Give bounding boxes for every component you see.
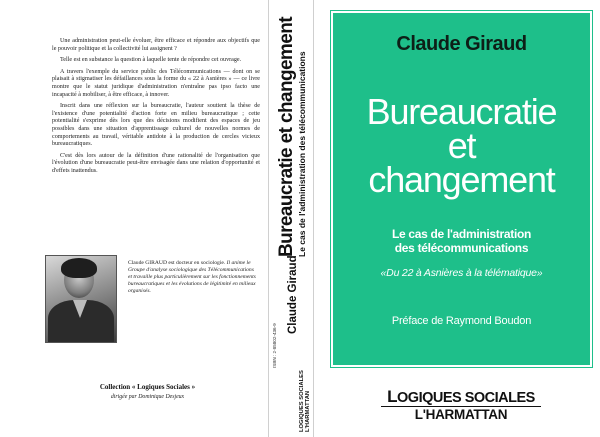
front-subtitle xyxy=(333,227,590,255)
publisher-series xyxy=(381,389,541,407)
spine-publisher xyxy=(299,370,312,432)
author-bio xyxy=(128,260,256,295)
front-title-line2: et xyxy=(447,125,476,166)
front-cover-panel xyxy=(331,11,592,367)
back-cover-blurb xyxy=(52,38,260,180)
front-author: Claude Giraud xyxy=(396,33,527,55)
back-cover xyxy=(0,0,268,437)
front-subtitle-line1: Le cas de l'administration xyxy=(391,227,532,241)
author-bio-rest: Il anime le Groupe d'analyse sociologique des Télécommunications et travaille plus particulièrement sur les fonctionnements bureaucratiques et les évolutions de légitimité en milieux organisés. xyxy=(128,260,256,294)
spine-title: Bureaucratie et changement xyxy=(276,17,297,257)
blurb-paragraph: Telle est en substance la question à laquelle tente de répondre cet ouvrage. xyxy=(60,57,242,64)
front-preface: Préface de Raymond Boudon xyxy=(391,315,532,327)
publisher-name: L'HARMATTAN xyxy=(414,407,508,422)
publisher-logo xyxy=(381,389,541,422)
front-title-line1: Bureaucratie xyxy=(366,91,557,132)
spine-author: Claude Giraud xyxy=(287,255,299,334)
publisher-series-rest: OGIQUES SOCIALES xyxy=(397,390,535,406)
front-quote: «Du 22 à Asnières à la télématique» xyxy=(380,267,543,279)
blurb-paragraph: Une administration peut-elle évoluer, être efficace et répondre aux objectifs que le pouvoir politique et la collectivité lui assignent ? xyxy=(52,38,260,52)
blurb-paragraph: Inscrit dans une réflexion sur la bureaucratie, l'auteur soutient la thèse de l'existence d'une potentialité d'action forte en milieu bureaucratique ; cette potentialité s'exprime dès lors que des décisions modifient des espaces de jeu possibles dans une situation d'apprentissage culturel de nouvelles normes de comportements au travail, véritable antidote à la production de cercles vicieux bureaucratiques. xyxy=(52,103,260,148)
back-spine-divider xyxy=(268,0,269,437)
blurb-paragraph: C'est dès lors autour de la définition d'une rationalité de l'organisation que l'évolution d'une bureaucratie peut-être envisagée dans une relation d'opportunité et d'effets inattendus. xyxy=(52,152,260,174)
blurb-paragraph: A travers l'exemple du service public des Télécommunications — dont on se plaisait à stigmatiser les défaillances sous la forme du « 22 à Asnières » — ce livre montre que le statut juridique d'administration n'entraîne pas ipso facto une incapacité à mobiliser, à être efficace, à innover. xyxy=(52,68,260,98)
isbn: ISBN : 2-85802-436-9 xyxy=(272,323,277,368)
spine-publisher-line1: LOGIQUES SOCIALES xyxy=(299,370,305,432)
collection-director: dirigée par Dominique Desjeux xyxy=(110,394,185,400)
spine-subtitle: Le cas de l'administration des télécommunications xyxy=(297,51,307,257)
author-photo xyxy=(45,255,117,343)
collection-name: Collection « Logiques Sociales » xyxy=(99,383,196,391)
spine-front-divider xyxy=(313,0,314,437)
spine-publisher-line2: L'HARMATTAN xyxy=(305,390,312,432)
front-title-line3: changement xyxy=(368,159,555,200)
author-bio-lead: Claude GIRAUD est docteur en sociologie. xyxy=(128,260,226,266)
front-title xyxy=(333,91,590,200)
front-subtitle-line2: des télécommunications xyxy=(394,241,529,255)
publisher-series-cap: L xyxy=(387,387,398,406)
